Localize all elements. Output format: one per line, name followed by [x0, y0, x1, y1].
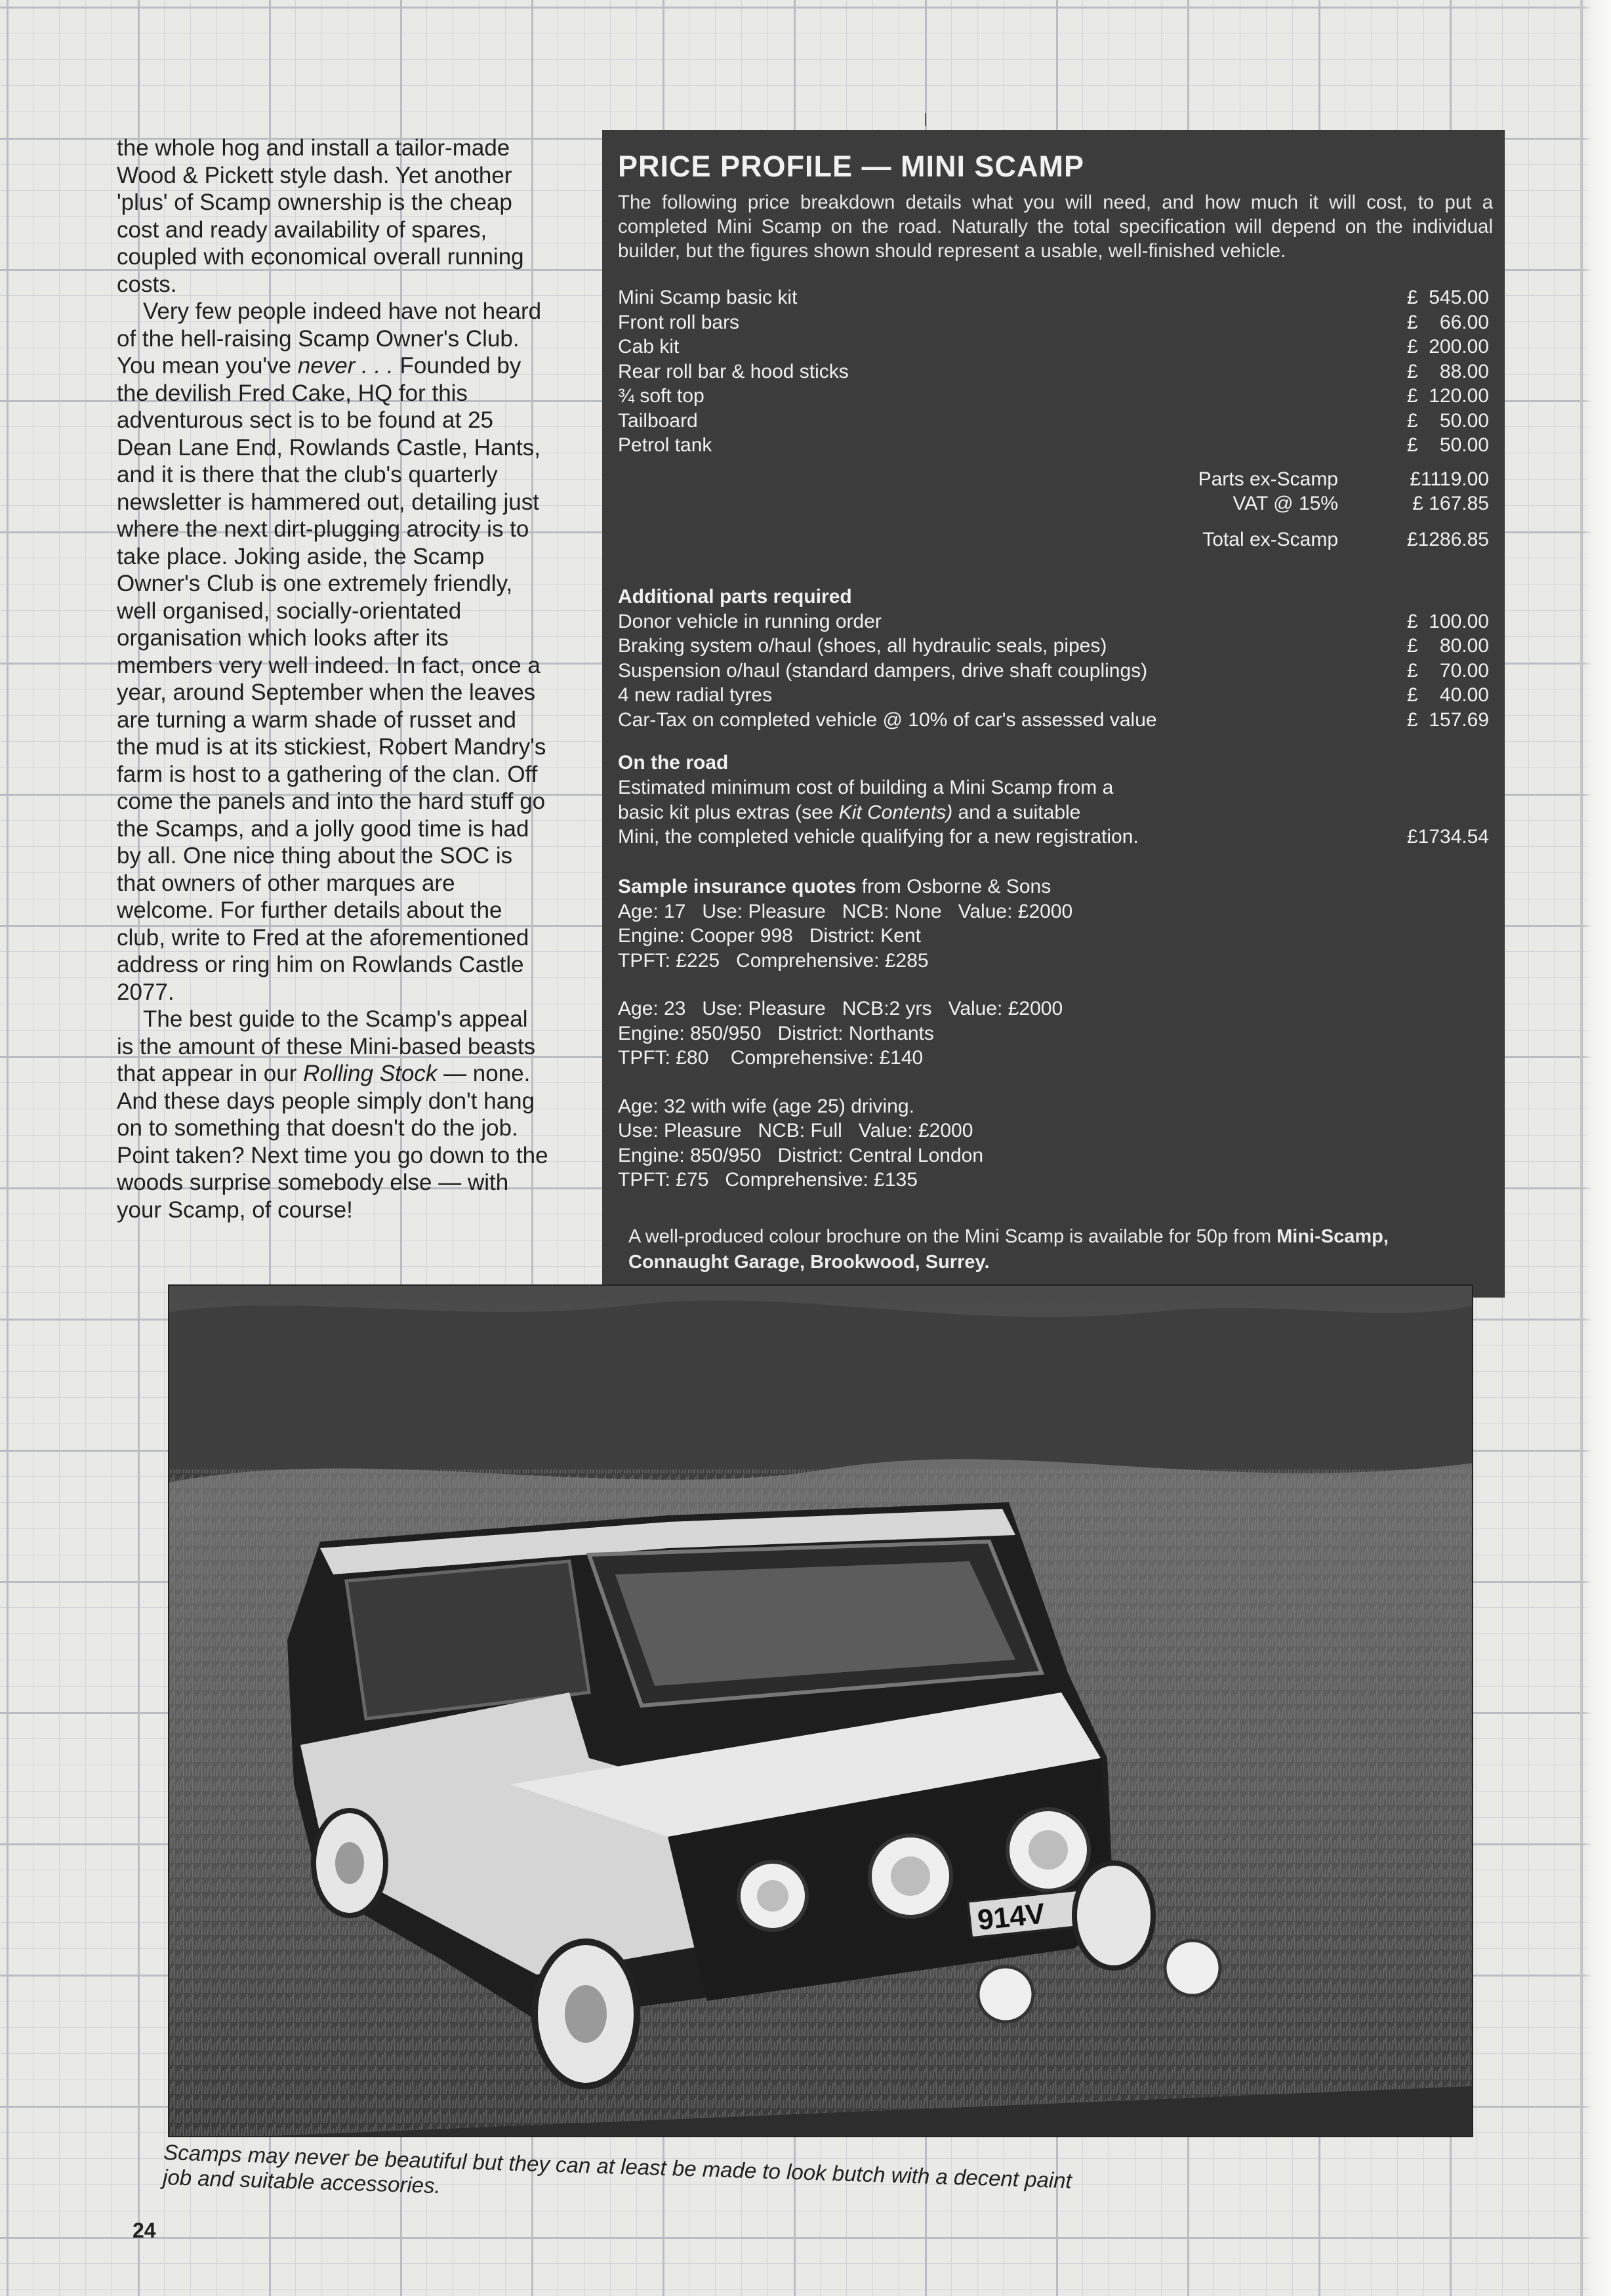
- road-line-2: [609, 800, 1493, 825]
- road-line-1: Estimated minimum cost of building a Mini Scamp from a: [618, 777, 1114, 798]
- total-label: Total ex-Scamp: [1202, 528, 1338, 550]
- parts-subtotal-amount: £1119.00: [1410, 468, 1489, 490]
- vat-row: [609, 491, 1493, 516]
- kit-item: [609, 335, 1493, 359]
- paragraph-2-text-b: Founded by the devilish Fred Cake, HQ for this adventurous sect is to be found at 25 Dean Lane End, Rowlands Castle, Hants, and it is there that the club's quarterly newsletter is hammered out, detailing just where the next dirt-plugging atrocity is to take place. Joking aside, the Scamp Owner's Club is one extremely friendly, well organised, socially-orientated organisation which looks after its members very well indeed. In fact, once a year, around September when the leaves are turning a warm shade of russet and the mud is at its stickiest, Robert Mandry's farm is host to a gathering of the clan. Off come the panels and into the hard stuff go the Scamps, and a jolly good time is had by all. One nice thing about the SOC is that owners of other marques are welcome. For further details about the club, write to Fred at the aforementioned address or ring him on Rowlands Castle 2077.: [117, 353, 546, 1005]
- road-total-row: [609, 825, 1493, 850]
- paragraph-2: [117, 298, 550, 1006]
- additional-item-amount: £ 100.00: [1406, 610, 1489, 632]
- vat-amount: £ 167.85: [1412, 492, 1489, 514]
- quote-line: TPFT: £75 Comprehensive: £135: [618, 1169, 918, 1191]
- quote-line: Age: 17 Use: Pleasure NCB: None Value: £2000: [618, 900, 1073, 922]
- price-profile-title: PRICE PROFILE — MINI SCAMP: [618, 150, 1085, 183]
- additional-item-amount: £ 80.00: [1406, 635, 1489, 657]
- brochure-address: Mini-Scamp, Connaught Garage, Brookwood, Surrey.: [628, 1225, 1389, 1273]
- additional-items-list: [609, 609, 1493, 733]
- kit-item: [609, 433, 1493, 458]
- kit-item-label: Tailboard: [618, 409, 698, 432]
- brochure-note: [609, 1224, 1493, 1275]
- kit-item-amount: £ 88.00: [1406, 360, 1489, 382]
- paragraph-3-rolling-stock: Rolling Stock: [303, 1061, 438, 1086]
- kit-item: [609, 384, 1493, 409]
- quote-line: Engine: 850/950 District: Northants: [618, 1022, 934, 1044]
- divider: [925, 113, 926, 126]
- total-amount: £1286.85: [1406, 528, 1489, 550]
- kit-item-amount: £ 200.00: [1406, 336, 1489, 358]
- kit-item-label: Petrol tank: [618, 434, 712, 456]
- road-line-2-b: and a suitable: [952, 801, 1081, 823]
- kit-items-list: [609, 285, 1493, 458]
- page-number: 24: [133, 2219, 156, 2242]
- additional-item-amount: £ 70.00: [1406, 659, 1489, 682]
- brochure-note-text: A well-produced colour brochure on the Mini Scamp is available for 50p from: [628, 1225, 1277, 1247]
- road-line-3: Mini, the completed vehicle qualifying for a new registration.: [618, 826, 1139, 848]
- kit-item: [609, 359, 1493, 384]
- kit-item-amount: £ 66.00: [1406, 311, 1489, 333]
- parts-subtotal-row: [609, 467, 1493, 491]
- additional-parts-heading: Additional parts required: [618, 585, 852, 607]
- price-profile-intro: The following price breakdown details what you will need, and how much it will cost, to put a completed Mini Scamp on the road. Naturally the total specification will depend on the individual builder, but the figures shown should represent a usable, well-finished vehicle.: [618, 192, 1493, 262]
- kit-item-label: Cab kit: [618, 336, 680, 358]
- article-body-column: [117, 134, 550, 1223]
- photo-caption: Scamps may never be beautiful but they can at least be made to look butch with a decent paint job and suitable accessories.: [162, 2140, 1072, 2198]
- vat-label: VAT @ 15%: [1233, 492, 1338, 514]
- additional-item-amount: £ 157.69: [1406, 708, 1489, 731]
- additional-item-label: Donor vehicle in running order: [618, 610, 882, 632]
- price-profile-box: [602, 130, 1505, 1298]
- kit-item-amount: £ 50.00: [1406, 409, 1489, 432]
- road-line-2-kit-contents: Kit Contents): [838, 801, 953, 823]
- scamp-photo-illustration: [169, 1286, 1473, 2137]
- paragraph-3: [117, 1006, 550, 1223]
- kit-item: [609, 285, 1493, 310]
- insurance-heading: [609, 874, 1493, 899]
- kit-item: [609, 310, 1493, 335]
- additional-item: [609, 683, 1493, 708]
- kit-item-label: ¾ soft top: [618, 385, 704, 407]
- kit-item-label: Front roll bars: [618, 311, 740, 333]
- quote-line: Age: 32 with wife (age 25) driving.: [618, 1095, 914, 1117]
- paragraph-3-text-b: — none. And these days people simply don't hang on to something that doesn't do the job. Point taken? Next time you go down to the woods surprise somebody else — with your Scamp, of course!: [117, 1061, 548, 1223]
- paragraph-1: the whole hog and install a tailor-made Wood & Pickett style dash. Yet another 'plus' of Scamp ownership is the cheap cost and ready availability of spares, coupled with economical overall running costs.: [117, 135, 524, 297]
- paragraph-2-text-a: Very few people indeed have not heard of the hell-raising Scamp Owner's Club. You mean you've: [117, 298, 542, 379]
- additional-item-amount: £ 40.00: [1406, 684, 1489, 706]
- road-total-amount: £1734.54: [1406, 826, 1489, 848]
- paragraph-3-text-a: The best guide to the Scamp's appeal is the amount of these Mini-based beasts that appear in our: [117, 1006, 536, 1086]
- additional-item: [609, 708, 1493, 733]
- vehicle-photo: [168, 1284, 1473, 2137]
- total-row: [609, 527, 1493, 552]
- quote-line: TPFT: £80 Comprehensive: £140: [618, 1047, 924, 1069]
- kit-item: [609, 409, 1493, 434]
- insurance-quote-3: [609, 1094, 1493, 1193]
- additional-item-label: 4 new radial tyres: [618, 684, 773, 706]
- kit-item-amount: £ 120.00: [1406, 385, 1489, 407]
- license-plate: 914V: [975, 1897, 1047, 1937]
- kit-item-amount: £ 545.00: [1406, 287, 1489, 308]
- quote-line: Engine: 850/950 District: Central London: [618, 1144, 984, 1166]
- parts-subtotal-label: Parts ex-Scamp: [1198, 468, 1338, 490]
- additional-item: [609, 609, 1493, 634]
- additional-item-label: Braking system o/haul (shoes, all hydraulic seals, pipes): [618, 635, 1107, 657]
- kit-item-label: Rear roll bar & hood sticks: [618, 360, 849, 382]
- page-edge: [1580, 0, 1611, 2296]
- quote-line: Use: Pleasure NCB: Full Value: £2000: [618, 1120, 973, 1141]
- quote-line: Age: 23 Use: Pleasure NCB:2 yrs Value: £2000: [618, 998, 1063, 1019]
- insurance-quote-2: [609, 996, 1493, 1071]
- road-line-2-a: basic kit plus extras (see: [618, 801, 839, 823]
- insurance-quote-1: [609, 899, 1493, 974]
- insurance-heading-label: Sample insurance quotes: [618, 875, 857, 897]
- additional-item-label: Suspension o/haul (standard dampers, drive shaft couplings): [618, 659, 1148, 682]
- quote-line: Engine: Cooper 998 District: Kent: [618, 925, 921, 947]
- quote-line: TPFT: £225 Comprehensive: £285: [618, 949, 929, 972]
- insurance-heading-source: from Osborne & Sons: [856, 875, 1051, 897]
- kit-item-amount: £ 50.00: [1406, 434, 1489, 456]
- kit-item-label: Mini Scamp basic kit: [618, 287, 798, 308]
- additional-item: [609, 659, 1493, 684]
- additional-item: [609, 634, 1493, 659]
- additional-item-label: Car-Tax on completed vehicle @ 10% of car's assessed value: [618, 708, 1157, 731]
- paragraph-2-never: never . . .: [297, 353, 394, 379]
- on-the-road-heading: On the road: [618, 752, 729, 773]
